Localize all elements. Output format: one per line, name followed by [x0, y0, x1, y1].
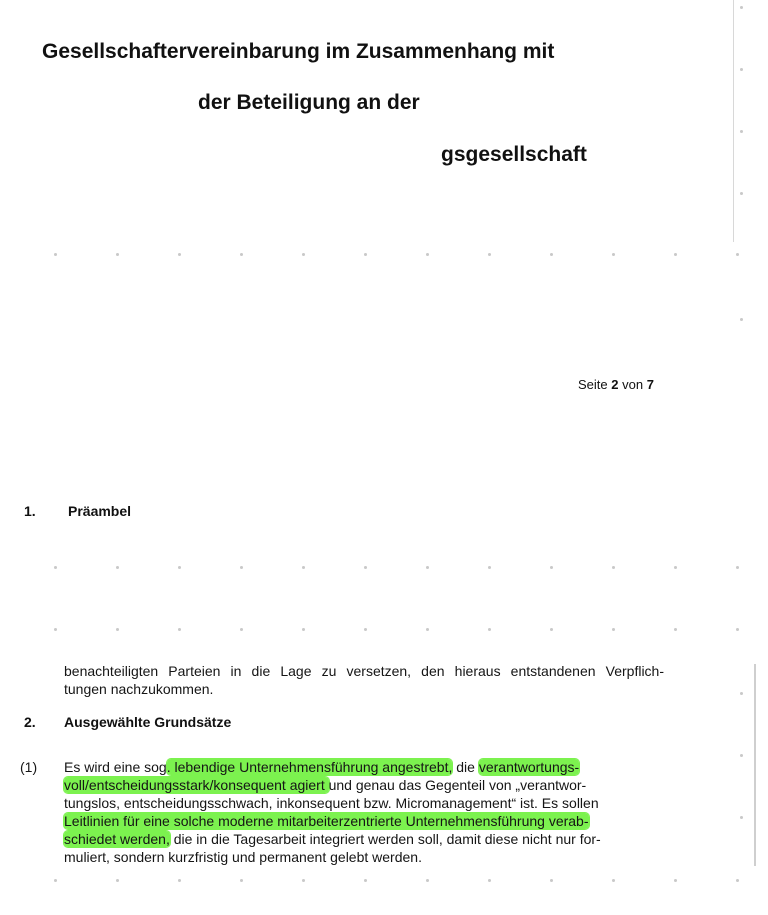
dot-mark	[550, 628, 553, 631]
dot-mark	[302, 566, 305, 569]
dot-mark	[740, 6, 743, 9]
dot-mark	[240, 628, 243, 631]
dot-mark	[488, 253, 491, 256]
section-2-title: Ausgewählte Grundsätze	[64, 714, 232, 730]
highlight-verantwortungs: verantwortungs-	[478, 759, 580, 775]
dot-mark	[488, 566, 491, 569]
dot-mark	[736, 628, 739, 631]
dot-mark	[240, 566, 243, 569]
dot-mark	[364, 566, 367, 569]
dot-mark	[426, 566, 429, 569]
dot-mark	[302, 253, 305, 256]
dot-mark	[736, 253, 739, 256]
document-title-line-1: Gesellschaftervereinbarung im Zusammenhang mit	[42, 40, 555, 63]
dot-mark	[612, 628, 615, 631]
preamble-line-2: tungen nachzukommen.	[64, 681, 214, 697]
p1-l1-text-c: die	[452, 759, 479, 775]
dot-mark	[178, 566, 181, 569]
dot-mark	[740, 816, 743, 819]
page-edge-top	[733, 0, 734, 242]
highlight-lebendige-unternehmensfuehrung: . lebendige Unternehmensführung angestrebt,	[166, 759, 453, 775]
dot-mark	[674, 628, 677, 631]
page-total: 7	[646, 377, 654, 392]
dot-mark	[302, 879, 305, 882]
dot-mark	[364, 253, 367, 256]
dot-separator-1	[0, 252, 768, 258]
p1-l5-text-b: die in die Tagesarbeit integriert werden soll, damit diese nicht nur for-	[169, 831, 601, 847]
dot-mark	[550, 253, 553, 256]
page-edge-bottom	[754, 664, 756, 866]
dot-mark	[54, 628, 57, 631]
dot-mark	[54, 879, 57, 882]
dot-mark	[116, 253, 119, 256]
p1-l2-text-b: und genau das Gegenteil von „verantwor-	[328, 777, 587, 793]
dot-mark	[240, 879, 243, 882]
section-2-number: 2.	[24, 714, 36, 730]
dot-mark	[674, 566, 677, 569]
page-separator: von	[622, 377, 644, 392]
dot-mark	[612, 879, 615, 882]
dot-mark	[488, 628, 491, 631]
paragraph-1-line-5	[64, 830, 664, 848]
dot-mark	[116, 879, 119, 882]
dot-mark	[488, 879, 491, 882]
preamble-line-1: benachteiligten Parteien in die Lage zu versetzen, den hieraus entstandenen Verpflich-	[64, 663, 664, 679]
section-1-number: 1.	[24, 503, 36, 519]
dot-mark	[674, 879, 677, 882]
page-prefix: Seite	[578, 377, 608, 392]
page-indicator	[578, 377, 654, 392]
dot-separator-4	[0, 878, 768, 884]
dot-mark	[740, 754, 743, 757]
dot-mark	[740, 318, 743, 321]
dot-mark	[674, 253, 677, 256]
dot-separator-2	[0, 565, 768, 571]
page-current: 2	[611, 377, 619, 392]
paragraph-1-line-1	[64, 758, 664, 776]
dot-mark	[54, 566, 57, 569]
paragraph-1-line-4	[64, 812, 664, 830]
paragraph-1-line-6: muliert, sondern kurzfristig und permanent gelebt werden.	[64, 849, 422, 865]
document-title-line-3: gsgesellschaft	[441, 143, 587, 166]
dot-mark	[426, 879, 429, 882]
dot-mark	[740, 192, 743, 195]
preamble-paragraph	[64, 662, 664, 698]
dot-mark	[178, 628, 181, 631]
dot-mark	[426, 628, 429, 631]
paragraph-1-number: (1)	[20, 759, 38, 775]
dot-mark	[740, 130, 743, 133]
dot-mark	[740, 692, 743, 695]
document-title-line-2: der Beteiligung an der	[198, 91, 420, 114]
dot-mark	[550, 566, 553, 569]
highlight-konsequent-agiert: voll/entscheidungsstark/konsequent agiert	[64, 777, 329, 793]
paragraph-1	[64, 758, 664, 866]
dot-mark	[426, 253, 429, 256]
dot-mark	[116, 628, 119, 631]
highlight-leitlinien: Leitlinien für eine solche moderne mitarbeiterzentrierte Unternehmensführung verab-	[64, 813, 589, 829]
dot-mark	[612, 566, 615, 569]
dot-mark	[116, 566, 119, 569]
dot-mark	[178, 253, 181, 256]
dot-mark	[550, 879, 553, 882]
dot-mark	[364, 628, 367, 631]
dot-mark	[736, 879, 739, 882]
dot-mark	[736, 566, 739, 569]
dot-mark	[364, 879, 367, 882]
section-1-title: Präambel	[68, 503, 132, 519]
p1-l1-text-a: Es wird eine sog	[64, 759, 167, 775]
dot-separator-3	[0, 627, 768, 633]
paragraph-1-line-2	[64, 776, 664, 794]
dot-mark	[612, 253, 615, 256]
paragraph-1-line-3: tungslos, entscheidungsschwach, inkonsequent bzw. Micromanagement“ ist. Es sollen	[64, 795, 599, 811]
dot-mark	[178, 879, 181, 882]
highlight-schiedet-werden: schiedet werden,	[64, 831, 170, 847]
dot-mark	[740, 68, 743, 71]
dot-mark	[240, 253, 243, 256]
dot-mark	[302, 628, 305, 631]
dot-mark	[54, 253, 57, 256]
